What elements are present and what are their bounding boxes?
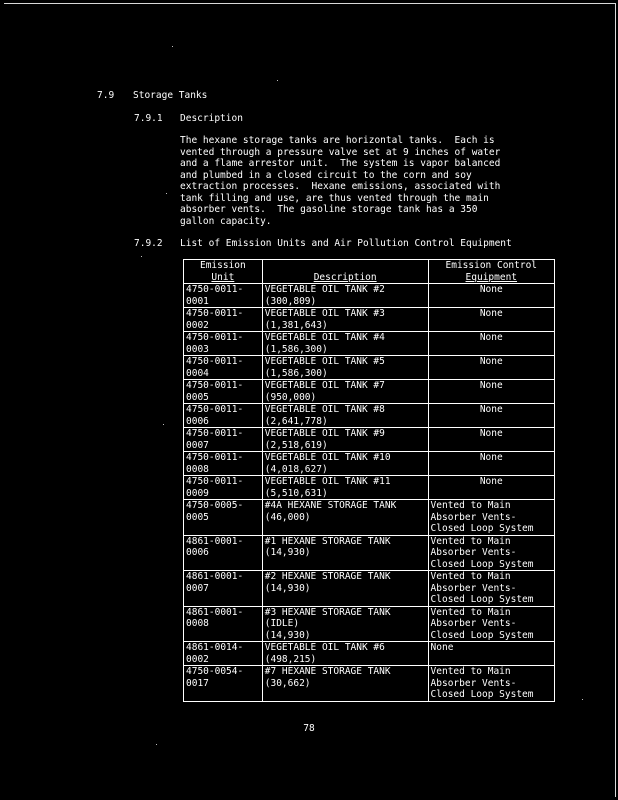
description-cell xyxy=(262,642,428,666)
description-cell-line: VEGETABLE OIL TANK #2 xyxy=(264,284,385,295)
description-cell-line: (1,586,300) xyxy=(264,367,328,379)
header-description-label: Description xyxy=(313,271,377,283)
description-cell-line: (30,662) xyxy=(264,677,311,689)
control-equipment-cell-line: Vented to Main xyxy=(430,500,511,511)
description-cell-line: (1,586,300) xyxy=(264,343,328,355)
emission-unit-cell-line: 4750-0011- xyxy=(186,476,244,487)
emission-unit-cell-line: 0006 xyxy=(186,547,209,558)
description-cell-line: VEGETABLE OIL TANK #6 xyxy=(264,642,385,653)
description-cell-line: (950,000) xyxy=(264,391,317,403)
emission-unit-cell xyxy=(184,571,263,607)
description-cell xyxy=(262,284,428,308)
description-cell-line: (300,809) xyxy=(264,295,317,307)
scan-speck xyxy=(141,256,142,257)
scan-speck xyxy=(166,193,167,194)
emission-unit-cell-line: 0002 xyxy=(186,319,209,331)
subsection-2-title: List of Emission Units and Air Pollution Control Equipment xyxy=(180,238,512,249)
scan-border-top xyxy=(4,3,616,4)
paragraph-line: and plumbed in a closed circuit to the corn and soy xyxy=(180,169,472,181)
table-row xyxy=(184,666,555,702)
emission-unit-cell xyxy=(184,284,263,308)
control-equipment-cell-line: Absorber Vents- xyxy=(430,582,517,594)
emission-unit-cell-line: 4861-0001- xyxy=(186,606,244,618)
control-equipment-cell-line: None xyxy=(479,428,503,439)
description-cell-line: (14,930) xyxy=(264,547,311,558)
table-row xyxy=(184,500,555,536)
control-equipment-cell xyxy=(428,666,554,702)
emission-unit-cell-line: 0017 xyxy=(186,677,209,689)
page-number: 78 xyxy=(303,723,315,734)
emission-unit-cell-line: 4750-0011- xyxy=(186,404,244,415)
header-control-line2: Equipment xyxy=(465,271,518,283)
control-equipment-cell xyxy=(428,284,554,308)
table-row xyxy=(184,308,555,332)
emission-unit-cell xyxy=(184,642,263,666)
description-cell-line: (4,018,627) xyxy=(264,463,328,475)
header-control-equipment xyxy=(428,260,554,284)
table-row xyxy=(184,284,555,308)
emission-unit-cell-line: 4750-0054- xyxy=(186,666,244,677)
description-cell xyxy=(262,666,428,702)
description-cell-line: #7 HEXANE STORAGE TANK xyxy=(264,666,391,677)
paragraph-line: The hexane storage tanks are horizontal tanks. Each is xyxy=(180,135,495,146)
description-cell-line: (46,000) xyxy=(264,511,311,523)
control-equipment-cell-line: Closed Loop System xyxy=(430,689,534,700)
control-equipment-cell-line: None xyxy=(479,476,503,487)
table-row xyxy=(184,332,555,356)
control-equipment-cell xyxy=(428,642,554,666)
emission-unit-cell-line: 4750-0011- xyxy=(186,428,244,439)
description-cell-line: (14,930) xyxy=(264,629,311,641)
table-row xyxy=(184,452,555,476)
emission-unit-cell xyxy=(184,476,263,500)
paragraph-line: absorber vents. The gasoline storage tank has a 350 xyxy=(180,204,478,215)
scan-speck xyxy=(277,80,278,81)
description-cell-line: VEGETABLE OIL TANK #7 xyxy=(264,380,385,391)
emission-unit-cell-line: 0007 xyxy=(186,582,209,594)
control-equipment-cell xyxy=(428,606,554,642)
description-cell-line: (1,381,643) xyxy=(264,319,328,331)
description-cell xyxy=(262,535,428,571)
emission-unit-cell xyxy=(184,606,263,642)
emission-unit-cell-line: 0008 xyxy=(186,463,209,475)
control-equipment-cell-line: Vented to Main xyxy=(430,606,511,618)
emission-units-table xyxy=(183,259,555,702)
control-equipment-cell xyxy=(428,380,554,404)
description-cell-line: (2,641,778) xyxy=(264,415,328,427)
paragraph-line: gallon capacity. xyxy=(180,215,272,227)
description-cell xyxy=(262,571,428,607)
description-cell-line: #3 HEXANE STORAGE TANK xyxy=(264,606,391,618)
description-cell xyxy=(262,404,428,428)
description-cell-line: (498,215) xyxy=(264,653,317,665)
description-cell-line: VEGETABLE OIL TANK #5 xyxy=(264,356,385,367)
control-equipment-cell-line: Closed Loop System xyxy=(430,523,534,534)
control-equipment-cell-line: Closed Loop System xyxy=(430,558,534,570)
table-row xyxy=(184,428,555,452)
description-cell xyxy=(262,356,428,380)
paragraph-line: vented through a pressure valve set at 9 inches of water xyxy=(180,146,501,158)
emission-unit-cell-line: 4750-0011- xyxy=(186,308,244,319)
table-row xyxy=(184,404,555,428)
control-equipment-cell xyxy=(428,356,554,380)
description-cell-line: #1 HEXANE STORAGE TANK xyxy=(264,535,391,547)
description-cell-line: VEGETABLE OIL TANK #9 xyxy=(264,428,385,439)
emission-unit-cell xyxy=(184,356,263,380)
emission-unit-cell-line: 4750-0011- xyxy=(186,452,244,463)
table-row xyxy=(184,606,555,642)
emission-unit-cell xyxy=(184,535,263,571)
header-description xyxy=(262,260,428,284)
emission-unit-cell-line: 4750-0011- xyxy=(186,284,244,295)
table-row xyxy=(184,642,555,666)
emission-unit-cell xyxy=(184,332,263,356)
control-equipment-cell-line: Absorber Vents- xyxy=(430,547,517,558)
control-equipment-cell-line: None xyxy=(479,452,503,463)
control-equipment-cell-line: Closed Loop System xyxy=(430,629,534,641)
header-control-line1: Emission Control xyxy=(445,260,538,271)
subsection-1-title: Description xyxy=(180,113,243,124)
emission-unit-cell-line: 0002 xyxy=(186,653,209,665)
control-equipment-cell xyxy=(428,308,554,332)
paragraph-line: extraction processes. Hexane emissions, associated with xyxy=(180,181,501,192)
emission-unit-cell-line: 4750-0005- xyxy=(186,500,244,511)
description-cell-line: VEGETABLE OIL TANK #11 xyxy=(264,476,391,487)
description-cell-line: VEGETABLE OIL TANK #4 xyxy=(264,332,385,343)
emission-unit-cell-line: 0007 xyxy=(186,439,209,451)
paragraph-line: tank filling and use, are thus vented through the main xyxy=(180,192,489,204)
emission-unit-cell-line: 0005 xyxy=(186,391,209,403)
control-equipment-cell xyxy=(428,428,554,452)
emission-unit-cell-line: 0001 xyxy=(186,295,209,307)
scan-speck xyxy=(582,699,583,700)
control-equipment-cell xyxy=(428,476,554,500)
emission-unit-cell xyxy=(184,308,263,332)
control-equipment-cell-line: Vented to Main xyxy=(430,535,511,547)
table-row xyxy=(184,571,555,607)
emission-unit-cell-line: 4750-0011- xyxy=(186,332,244,343)
emission-unit-cell-line: 4750-0011- xyxy=(186,356,244,367)
emission-unit-cell-line: 0004 xyxy=(186,367,209,379)
table-header-row xyxy=(184,260,555,284)
emission-unit-cell xyxy=(184,428,263,452)
subsection-2-number: 7.9.2 xyxy=(134,238,163,249)
emission-unit-cell-line: 0005 xyxy=(186,511,209,523)
control-equipment-cell-line: None xyxy=(479,356,503,367)
emission-unit-cell-line: 0009 xyxy=(186,487,209,499)
control-equipment-cell-line: None xyxy=(479,404,503,415)
description-cell-line: #4A HEXANE STORAGE TANK xyxy=(264,500,397,511)
control-equipment-cell-line: Vented to Main xyxy=(430,666,511,677)
emission-unit-cell xyxy=(184,666,263,702)
control-equipment-cell xyxy=(428,535,554,571)
emission-unit-cell xyxy=(184,404,263,428)
description-cell-line: (2,518,619) xyxy=(264,439,328,451)
control-equipment-cell-line: None xyxy=(479,308,503,319)
description-cell xyxy=(262,500,428,536)
control-equipment-cell xyxy=(428,500,554,536)
description-cell-line: (14,930) xyxy=(264,582,311,594)
description-cell-line: (5,510,631) xyxy=(264,487,328,499)
description-cell-line: (IDLE) xyxy=(264,618,300,629)
scan-border-right xyxy=(615,3,616,797)
subsection-1-number: 7.9.1 xyxy=(134,113,163,124)
description-cell xyxy=(262,476,428,500)
section-number: 7.9 xyxy=(97,90,115,101)
table-row xyxy=(184,356,555,380)
emission-unit-cell-line: 0006 xyxy=(186,415,209,427)
description-cell-line: VEGETABLE OIL TANK #10 xyxy=(264,452,391,463)
scan-speck xyxy=(156,744,157,745)
paragraph-line: and a flame arrestor unit. The system is vapor balanced xyxy=(180,158,501,169)
description-cell xyxy=(262,606,428,642)
control-equipment-cell-line: Absorber Vents- xyxy=(430,511,517,523)
header-emission-unit xyxy=(184,260,263,284)
header-unit-line2: Unit xyxy=(211,271,235,283)
emission-unit-cell-line: 0008 xyxy=(186,618,209,629)
table-row xyxy=(184,476,555,500)
control-equipment-cell-line: Vented to Main xyxy=(430,571,511,582)
header-unit-line1: Emission xyxy=(199,260,246,271)
description-cell xyxy=(262,428,428,452)
description-cell xyxy=(262,380,428,404)
section-title: Storage Tanks xyxy=(133,90,208,101)
table-row xyxy=(184,380,555,404)
control-equipment-cell xyxy=(428,452,554,476)
emission-unit-cell-line: 4861-0001- xyxy=(186,535,244,547)
control-equipment-cell-line: None xyxy=(479,332,503,343)
control-equipment-cell-line: Closed Loop System xyxy=(430,594,534,605)
emission-unit-cell xyxy=(184,500,263,536)
emission-unit-cell-line: 0003 xyxy=(186,343,209,355)
control-equipment-cell-line: Absorber Vents- xyxy=(430,677,517,689)
emission-unit-cell-line: 4861-0014- xyxy=(186,642,244,653)
emission-unit-cell-line: 4750-0011- xyxy=(186,380,244,391)
emission-unit-cell xyxy=(184,452,263,476)
table-row xyxy=(184,535,555,571)
table-body xyxy=(184,284,555,702)
control-equipment-cell-line: Absorber Vents- xyxy=(430,618,517,629)
control-equipment-cell-line: None xyxy=(430,642,454,653)
control-equipment-cell xyxy=(428,332,554,356)
description-cell xyxy=(262,308,428,332)
control-equipment-cell xyxy=(428,571,554,607)
control-equipment-cell-line: None xyxy=(479,380,503,391)
description-cell-line: #2 HEXANE STORAGE TANK xyxy=(264,571,391,582)
description-paragraph xyxy=(180,135,560,227)
description-cell-line: VEGETABLE OIL TANK #8 xyxy=(264,404,385,415)
description-cell xyxy=(262,332,428,356)
control-equipment-cell-line: None xyxy=(479,284,503,295)
scan-speck xyxy=(163,424,164,425)
emission-unit-cell-line: 4861-0001- xyxy=(186,571,244,582)
description-cell xyxy=(262,452,428,476)
scan-speck xyxy=(172,46,173,47)
emission-unit-cell xyxy=(184,380,263,404)
description-cell-line: VEGETABLE OIL TANK #3 xyxy=(264,308,385,319)
control-equipment-cell xyxy=(428,404,554,428)
